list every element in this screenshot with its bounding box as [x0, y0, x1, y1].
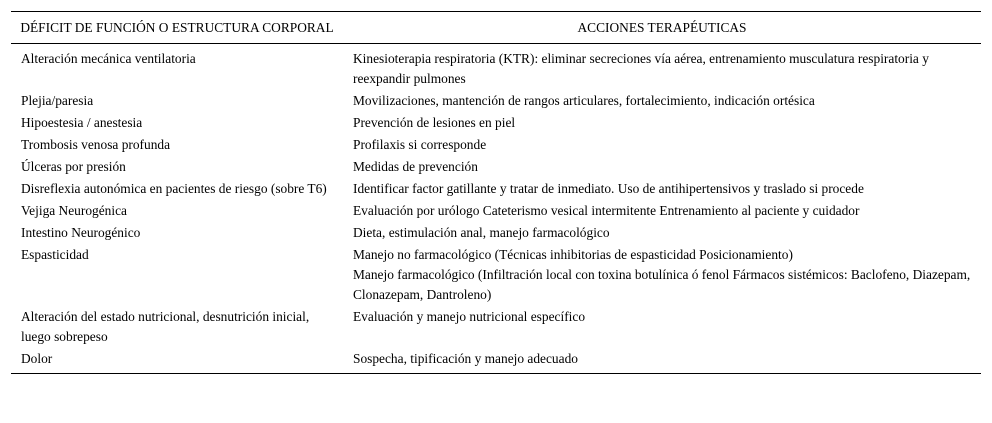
actions-cell — [343, 348, 981, 374]
header-actions: ACCIONES TERAPÉUTICAS — [343, 12, 981, 44]
action-text: Evaluación por urólogo Cateterismo vesical intermitente Entrenamiento al paciente y cuidador — [353, 203, 860, 218]
table-header — [11, 12, 981, 44]
table-row — [11, 156, 981, 178]
actions-cell — [343, 156, 981, 178]
actions-cell — [343, 90, 981, 112]
header-deficit: DÉFICIT DE FUNCIÓN O ESTRUCTURA CORPORAL — [11, 12, 343, 44]
actions-cell — [343, 178, 981, 200]
action-text: Identificar factor gatillante y tratar de inmediato. Uso de antihipertensivos y traslado si procede — [353, 181, 864, 196]
deficit-cell: Espasticidad — [21, 247, 89, 262]
actions-cell — [343, 244, 981, 306]
actions-cell — [343, 44, 981, 91]
deficit-cell: Plejia/paresia — [21, 93, 94, 108]
deficit-cell: Alteración del estado nutricional, desnutrición inicial, luego sobrepeso — [21, 309, 310, 344]
action-text: Dieta, estimulación anal, manejo farmacológico — [353, 225, 610, 240]
table-row — [11, 306, 981, 348]
actions-cell — [343, 306, 981, 348]
action-text: Kinesioterapia respiratoria (KTR): eliminar secreciones vía aérea, entrenamiento musculatura respiratoria y reexpandir pulmones — [353, 51, 929, 86]
action-text: Medidas de prevención — [353, 159, 478, 174]
table-row — [11, 244, 981, 306]
deficit-cell: Dolor — [11, 348, 343, 374]
header-row — [11, 12, 981, 44]
action-text: Prevención de lesiones en piel — [353, 115, 516, 130]
actions-cell — [343, 222, 981, 244]
action-text: Sospecha, tipificación y manejo adecuado — [353, 351, 578, 366]
deficit-cell: Trombosis venosa profunda — [21, 137, 171, 152]
table-row — [11, 348, 981, 374]
table-row — [11, 134, 981, 156]
table-row — [11, 90, 981, 112]
action-text: Manejo no farmacológico (Técnicas inhibitorias de espasticidad Posicionamiento) — [353, 247, 793, 262]
table-row — [11, 178, 981, 200]
therapeutic-actions-table — [11, 11, 981, 374]
deficit-cell: Alteración mecánica ventilatoria — [21, 51, 196, 66]
table-row — [11, 112, 981, 134]
actions-cell — [343, 112, 981, 134]
deficit-cell: Vejiga Neurogénica — [21, 203, 127, 218]
action-text: Manejo farmacológico (Infiltración local con toxina botulínica ó fenol Fármacos sistémicos: Baclofeno, Diazepam, Clonazepam, Dantroleno) — [353, 267, 971, 302]
table-row — [11, 44, 981, 91]
action-text: Evaluación y manejo nutricional específico — [353, 309, 586, 324]
table-row — [11, 222, 981, 244]
table-body — [11, 44, 981, 374]
action-text: Movilizaciones, mantención de rangos articulares, fortalecimiento, indicación ortésica — [353, 93, 815, 108]
deficit-cell: Hipoestesia / anestesia — [21, 115, 143, 130]
therapeutic-actions-table-container — [11, 11, 981, 374]
action-text: Profilaxis si corresponde — [353, 137, 487, 152]
table-row — [11, 200, 981, 222]
deficit-cell: Úlceras por presión — [21, 159, 126, 174]
actions-cell — [343, 134, 981, 156]
actions-cell — [343, 200, 981, 222]
deficit-cell: Disreflexia autonómica en pacientes de riesgo (sobre T6) — [21, 181, 327, 196]
deficit-cell: Intestino Neurogénico — [21, 225, 141, 240]
